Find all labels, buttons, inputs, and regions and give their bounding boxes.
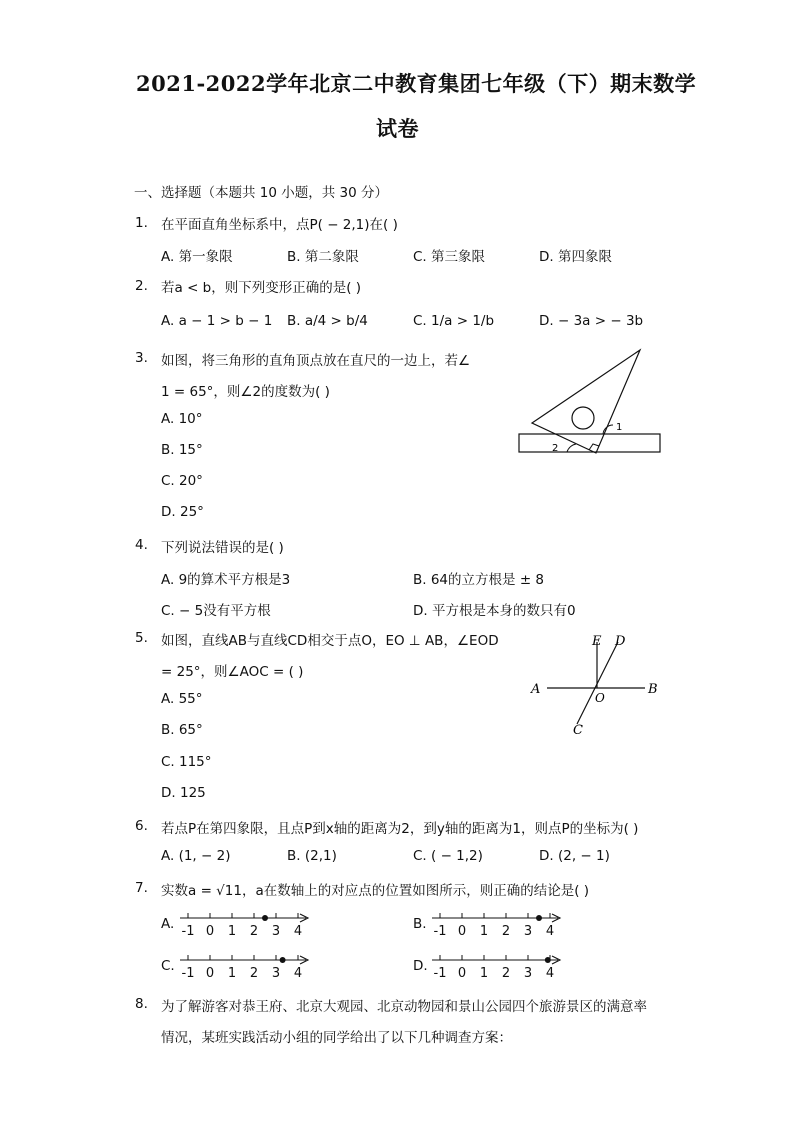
axis-tick-label: 1 (227, 924, 237, 938)
axis-tick-label: 2 (249, 924, 259, 938)
question-number: 5. (135, 630, 148, 646)
label-a: A (531, 682, 541, 697)
option-a: A. (161, 916, 175, 932)
option-a: A. 55° (161, 691, 203, 707)
page-title-line2: 试卷 (376, 116, 419, 141)
option-c: C. 1/a > 1/b (413, 313, 495, 329)
question-number: 2. (135, 278, 148, 294)
option-c: C. 第三象限 (413, 249, 486, 265)
axis-tick-label: -1 (181, 924, 195, 938)
axis-tick-label: 2 (501, 966, 511, 980)
question-number: 3. (135, 350, 148, 366)
label-c: C (573, 723, 583, 738)
axis-tick-label: 3 (271, 966, 281, 980)
axis-tick-label: -1 (433, 924, 447, 938)
option-a: A. 第一象限 (161, 249, 233, 265)
page-title: 2021-2022学年北京二中教育集团七年级（下）期末数学 (136, 71, 697, 96)
question-stem: 下列说法错误的是( ) (161, 540, 284, 556)
point-a (545, 957, 551, 963)
axis-tick-label: 3 (523, 966, 533, 980)
axis-tick-label: 4 (293, 924, 303, 938)
option-c: C. (161, 958, 175, 974)
axis-tick-label: 2 (249, 966, 259, 980)
option-a: A. 9的算术平方根是3 (161, 572, 291, 588)
option-b: B. 15° (161, 442, 203, 458)
axis-tick-label: 4 (293, 966, 303, 980)
axis-tick-label: 3 (271, 924, 281, 938)
point-a (536, 915, 542, 921)
question-stem: 在平面直角坐标系中，点P( − 2,1)在( ) (161, 217, 398, 233)
angle-2-label: 2 (552, 443, 559, 454)
axis-tick-label: 4 (545, 966, 555, 980)
option-d: D. (2, − 1) (539, 848, 610, 864)
number-line-b (430, 910, 570, 938)
option-c: C. 20° (161, 473, 203, 489)
option-a: A. a − 1 > b − 1 (161, 313, 273, 329)
option-a: A. (1, − 2) (161, 848, 231, 864)
question-number: 6. (135, 818, 148, 834)
point-a (262, 915, 268, 921)
question-stem: 如图，将三角形的直角顶点放在直尺的一边上，若∠ (161, 353, 471, 369)
section-header: 一、选择题（本题共 10 小题，共 30 分） (134, 185, 389, 201)
axis-tick-label: 1 (479, 924, 489, 938)
question-stem: 为了解游客对恭王府、北京大观园、北京动物园和景山公园四个旅游景区的满意率 (161, 999, 647, 1015)
axis-tick-label: 1 (227, 966, 237, 980)
axis-tick-label: -1 (433, 966, 447, 980)
question-number: 7. (135, 880, 148, 896)
label-b: B (648, 682, 658, 697)
option-b: B. a/4 > b/4 (287, 313, 368, 329)
option-b: B. 64的立方根是 ± 8 (413, 572, 545, 588)
option-d: D. 第四象限 (539, 249, 612, 265)
question-stem: 若a < b，则下列变形正确的是( ) (161, 280, 362, 296)
axis-tick-label: 0 (205, 924, 215, 938)
axis-tick-label: 0 (457, 966, 467, 980)
option-c: C. − 5没有平方根 (161, 603, 271, 619)
option-c: C. 115° (161, 754, 212, 770)
option-c: C. ( − 1,2) (413, 848, 483, 864)
intersecting-lines-figure (525, 628, 665, 740)
option-d: D. − 3a > − 3b (539, 313, 644, 329)
question-stem-cont: = 25°，则∠AOC = ( ) (161, 664, 304, 680)
option-d: D. 125 (161, 785, 206, 801)
question-number: 4. (135, 537, 148, 553)
option-a: A. 10° (161, 411, 203, 427)
question-stem: 如图，直线AB与直线CD相交于点O，EO ⊥ AB，∠EOD (161, 633, 499, 649)
question-stem-cont: 1 = 65°，则∠2的度数为( ) (161, 384, 330, 400)
axis-tick-label: 1 (479, 966, 489, 980)
axis-tick-label: 0 (457, 924, 467, 938)
axis-tick-label: 0 (205, 966, 215, 980)
option-b: B. (2,1) (287, 848, 337, 864)
axis-tick-label: 4 (545, 924, 555, 938)
question-stem: 若点P在第四象限，且点P到x轴的距离为2，到y轴的距离为1，则点P的坐标为( ) (161, 821, 639, 837)
axis-tick-label: 3 (523, 924, 533, 938)
option-b: B. (413, 916, 427, 932)
question-stem-cont: 情况，某班实践活动小组的同学给出了以下几种调查方案： (161, 1030, 512, 1046)
triangle-ruler-figure (510, 345, 670, 460)
angle-1-label: 1 (616, 422, 623, 433)
label-e: E (592, 634, 602, 649)
axis-tick-label: 2 (501, 924, 511, 938)
option-d: D. 平方根是本身的数只有0 (413, 603, 576, 619)
option-b: B. 第二象限 (287, 249, 359, 265)
option-d: D. 25° (161, 504, 204, 520)
number-line-c (178, 952, 318, 980)
label-o: O (595, 691, 605, 705)
axis-tick-label: -1 (181, 966, 195, 980)
question-number: 8. (135, 996, 148, 1012)
label-d: D (615, 634, 626, 649)
option-d: D. (413, 958, 428, 974)
number-line-d (430, 952, 570, 980)
point-a (280, 957, 286, 963)
question-stem: 实数a = √11，a在数轴上的对应点的位置如图所示，则正确的结论是( ) (161, 883, 590, 899)
option-b: B. 65° (161, 722, 203, 738)
number-line-a (178, 910, 318, 938)
question-number: 1. (135, 215, 148, 231)
